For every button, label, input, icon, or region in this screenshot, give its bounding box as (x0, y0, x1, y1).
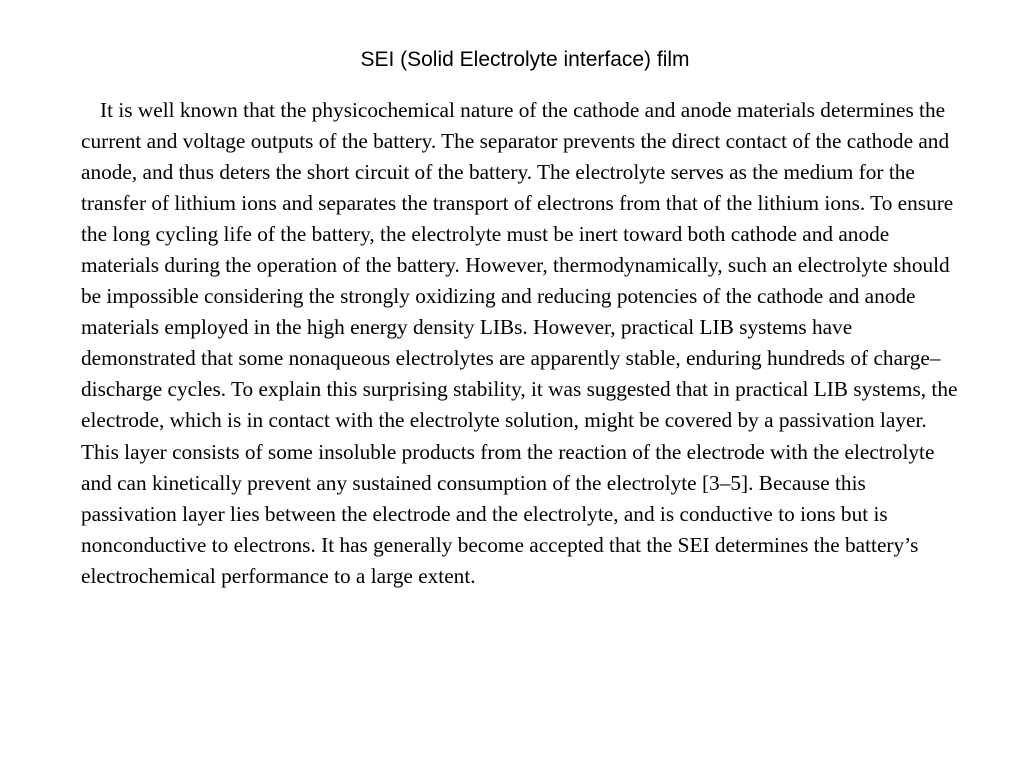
slide-title: SEI (Solid Electrolyte interface) film (360, 48, 690, 71)
slide-body-paragraph: It is well known that the physicochemical nature of the cathode and anode materials determines the current and voltage outputs of the battery. The separator prevents the direct contact of the cathode and anode, and thus deters the short circuit of the battery. The electrolyte serves as the medium for the transfer of lithium ions and separates the transport of electrons from that of the lithium ions. To ensure the long cycling life of the battery, the electrolyte must be inert toward both cathode and anode materials during the operation of the battery. However, thermodynamically, such an electrolyte should be impossible considering the strongly oxidizing and reducing potencies of the cathode and anode materials employed in the high energy density LIBs. However, practical LIB systems have demonstrated that some nonaqueous electrolytes are apparently stable, enduring hundreds of charge–discharge cycles. To explain this surprising stability, it was suggested that in practical LIB systems, the electrode, which is in contact with the electrolyte solution, might be covered by a passivation layer. This layer consists of some insoluble products from the reaction of the electrode with the electrolyte and can kinetically prevent any sustained consumption of the electrolyte [3–5]. Because this passivation layer lies between the electrode and the electrolyte, and is conductive to ions but is nonconductive to electrons. It has generally become accepted that the SEI determines the battery’s electrochemical performance to a large extent. (81, 98, 958, 588)
